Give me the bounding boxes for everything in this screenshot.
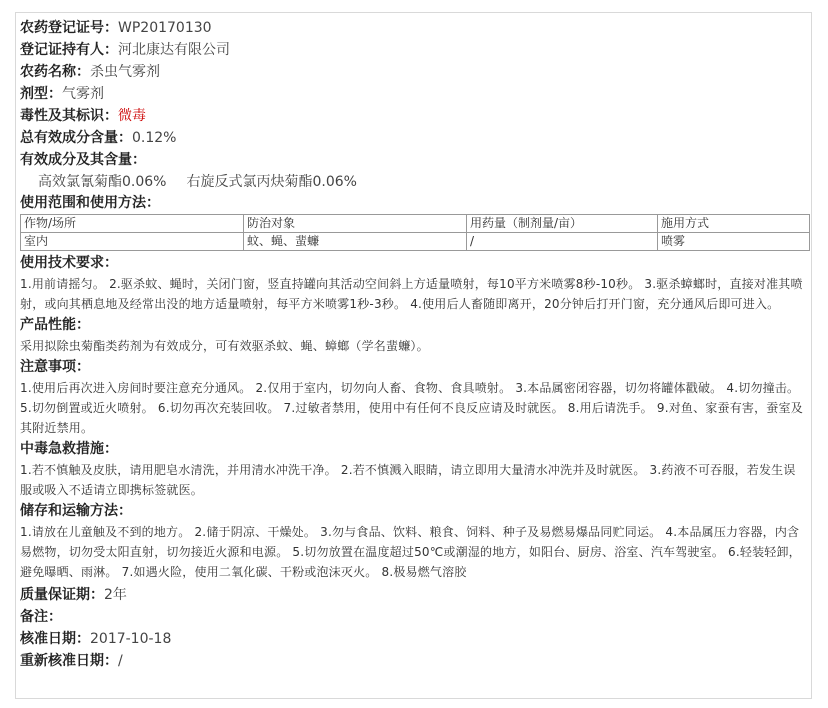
ingredients-list <box>20 171 807 193</box>
ingredients-label: 有效成分及其含量： <box>20 152 146 168</box>
cell-target: 蚊、蝇、蜚蠊 <box>244 233 467 251</box>
usage-table <box>20 214 810 251</box>
approval-date-label: 核准日期： <box>20 631 90 647</box>
toxicity-row <box>20 105 807 127</box>
toxicity-value: 微毒 <box>118 108 146 124</box>
notes-text: 1.使用后再次进入房间时要注意充分通风。 2.仅用于室内，切勿向人畜、食物、食具喷射。 3.本品属密闭容器，切勿将罐体戳破。 4.切勿撞击。 5.切勿倒置或近火喷射。 6.切勿再次充装回收。 7.过敏者禁用，使用中有任何不良反应请及时就医。 8.用后请洗手。 9.对鱼、家蚕有害，蚕室及其附近禁用。 <box>20 381 803 435</box>
table-row <box>21 233 810 251</box>
shelf-life-row <box>20 584 807 606</box>
reg-no-value: WP20170130 <box>118 20 212 36</box>
cell-site: 室内 <box>21 233 244 251</box>
product-name-label: 农药名称： <box>20 64 90 80</box>
reapproval-date-row <box>20 650 807 672</box>
header-target: 防治对象 <box>244 215 467 233</box>
tech-section <box>20 253 807 314</box>
tech-text: 1.用前请摇匀。 2.驱杀蚊、蝇时，关闭门窗，竖直持罐向其活动空间斜上方适量喷射，每10平方米喷雾8秒-10秒。 3.驱杀蟑螂时，直接对准其喷射，或向其栖息地及经常出没的地方适量喷射，每平方米喷雾1秒-3秒。 4.使用后人畜随即离开，20分钟后打开门窗，充分通风后即可进入。 <box>20 277 803 311</box>
firstaid-title: 中毒急救措施： <box>20 441 118 457</box>
shelf-life-label: 质量保证期： <box>20 587 104 603</box>
header-dosage: 用药量（制剂量/亩） <box>467 215 658 233</box>
performance-text: 采用拟除虫菊酯类药剂为有效成分，可有效驱杀蚊、蝇、蟑螂（学名蜚蠊）。 <box>20 339 429 353</box>
usage-header-row <box>21 215 810 233</box>
reapproval-date-label: 重新核准日期： <box>20 653 118 669</box>
holder-row <box>20 39 807 61</box>
storage-text: 1.请放在儿童触及不到的地方。 2.储于阴凉、干燥处。 3.勿与食品、饮料、粮食、饲料、种子及易燃易爆品同贮同运。 4.本品属压力容器，内含易燃物，切勿受太阳直射，切勿接近火源和电源。 5.切勿放置在温度超过50℃或潮湿的地方，如阳台、厨房、浴室、汽车驾驶室。 6.轻装轻卸，避免曝晒、雨淋。 7.如遇火险，使用二氧化碳、干粉或泡沫灭火。 8.极易燃气溶胶 <box>20 525 801 579</box>
formulation-label: 剂型： <box>20 86 62 102</box>
approval-date-value: 2017-10-18 <box>90 631 172 647</box>
storage-section <box>20 501 807 582</box>
cell-method: 喷雾 <box>658 233 810 251</box>
total-content-label: 总有效成分含量： <box>20 130 132 146</box>
reg-no-row <box>20 17 807 39</box>
firstaid-section <box>20 439 807 500</box>
notes-section <box>20 357 807 438</box>
reg-no-label: 农药登记证号： <box>20 20 118 36</box>
performance-section <box>20 315 807 356</box>
header-site: 作物/场所 <box>21 215 244 233</box>
total-content-row <box>20 127 807 149</box>
shelf-life-value: 2年 <box>104 587 127 603</box>
ingredients-title-row <box>20 149 807 171</box>
total-content-value: 0.12% <box>132 130 177 146</box>
ingredient-item: 高效氯氰菊酯0.06% <box>38 174 167 190</box>
toxicity-label: 毒性及其标识： <box>20 108 118 124</box>
firstaid-text: 1.若不慎触及皮肤，请用肥皂水清洗，并用清水冲洗干净。 2.若不慎溅入眼睛，请立即用大量清水冲洗并及时就医。 3.药液不可吞服，若发生误服或吸入不适请立即携标签就医。 <box>20 463 796 497</box>
usage-title: 使用范围和使用方法： <box>20 195 160 211</box>
holder-value: 河北康达有限公司 <box>118 42 230 58</box>
product-name-row <box>20 61 807 83</box>
holder-label: 登记证持有人： <box>20 42 118 58</box>
pesticide-registration-document <box>15 12 812 699</box>
remark-label: 备注： <box>20 609 62 625</box>
performance-title: 产品性能： <box>20 317 90 333</box>
remark-row <box>20 606 807 628</box>
ingredient-item: 右旋反式氯丙炔菊酯0.06% <box>186 174 357 190</box>
approval-date-row <box>20 628 807 650</box>
formulation-row <box>20 83 807 105</box>
storage-title: 储存和运输方法： <box>20 503 132 519</box>
header-method: 施用方式 <box>658 215 810 233</box>
tech-title: 使用技术要求： <box>20 255 118 271</box>
cell-dosage: / <box>467 233 658 251</box>
reapproval-date-value: / <box>118 653 123 669</box>
notes-title: 注意事项： <box>20 359 90 375</box>
product-name-value: 杀虫气雾剂 <box>90 64 160 80</box>
formulation-value: 气雾剂 <box>62 86 104 102</box>
